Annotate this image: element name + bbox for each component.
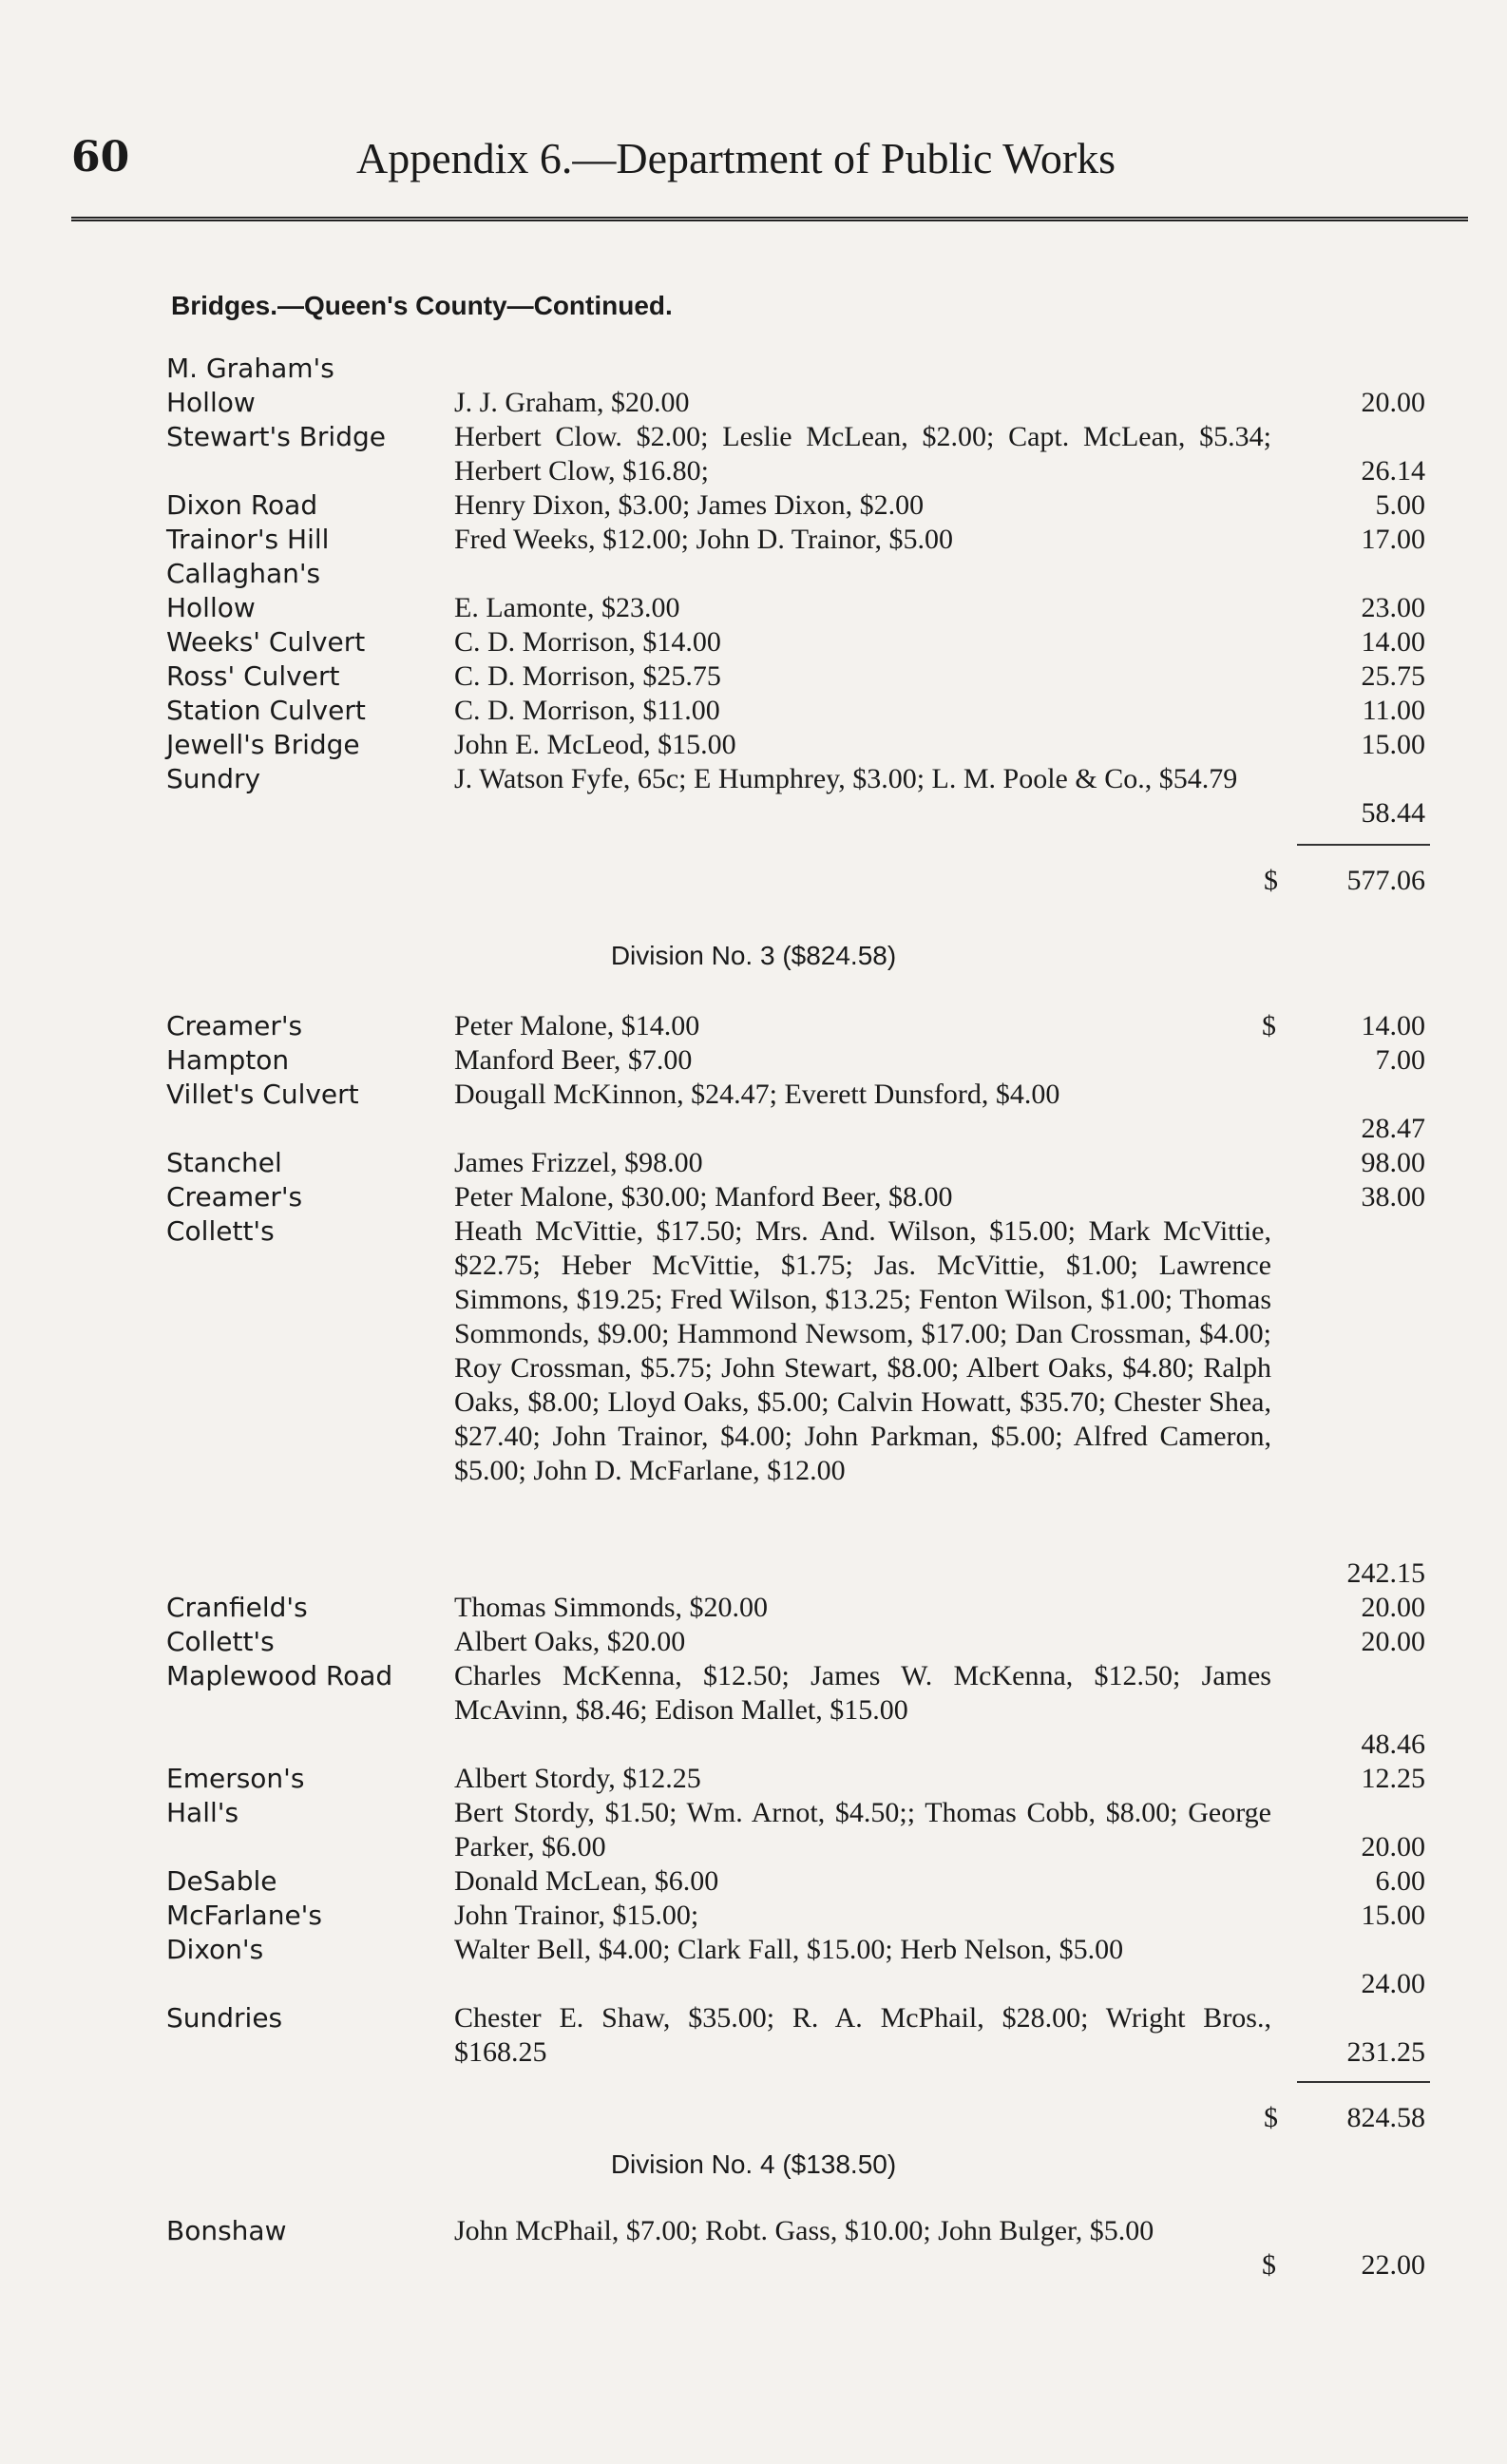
place-name: Dixon's xyxy=(166,1934,264,1965)
place-name: Stewart's Bridge xyxy=(166,421,386,452)
place-name: Weeks' Culvert xyxy=(166,626,366,658)
amount: 22.00 xyxy=(1361,2249,1425,2281)
division-heading: Division No. 3 ($824.58) xyxy=(610,941,897,970)
place-name: Villet's Culvert xyxy=(166,1079,359,1110)
place-name: Collett's xyxy=(166,1215,275,1247)
place-name: Jewell's Bridge xyxy=(166,729,360,760)
place-name: Trainor's Hill xyxy=(166,524,330,555)
place-name: Bonshaw xyxy=(166,2215,287,2246)
payee-list: Manford Beer, $7.00 xyxy=(454,1044,693,1076)
total-value: 577.06 xyxy=(1346,865,1425,896)
payee-list: Chester E. Shaw, $35.00; R. A. McPhail, $28.00; Wright Bros., $168.25 xyxy=(454,2002,1271,2068)
payee-list: C. D. Morrison, $25.75 xyxy=(454,660,721,692)
amount: 28.47 xyxy=(1361,1113,1425,1144)
amount: 20.00 xyxy=(1361,1831,1425,1862)
place-name: DeSable xyxy=(166,1865,277,1897)
payee-list: Peter Malone, $14.00 xyxy=(454,1010,700,1041)
page-header xyxy=(71,133,1430,200)
place-name: Hall's xyxy=(166,1797,239,1828)
payee-list: Albert Stordy, $12.25 xyxy=(454,1763,701,1794)
amount: 17.00 xyxy=(1361,524,1425,555)
place-name: Hampton xyxy=(166,1044,290,1076)
payee-list: Fred Weeks, $12.00; John D. Trainor, $5.00 xyxy=(454,524,953,555)
amount: 20.00 xyxy=(1361,1592,1425,1623)
amount: 26.14 xyxy=(1361,455,1425,487)
amount: 15.00 xyxy=(1361,729,1425,760)
amount: 7.00 xyxy=(1375,1044,1425,1076)
amount: 20.00 xyxy=(1361,1626,1425,1657)
payee-list: E. Lamonte, $23.00 xyxy=(454,592,680,623)
amount: 25.75 xyxy=(1361,660,1425,692)
payee-list: Heath McVittie, $17.50; Mrs. And. Wilson, $15.00; Mark McVittie, $22.75; Heber McVittie, $1.75; Jas. McVittie, $1.00; Lawrence Simmons, $19.25; Fred Wilson, $13.25; Fenton Wilson, $1.00; Thomas Sommonds, $9.00; Hammond Newsom, $17.00; Dan Crossman, $4.00; Roy Crossman, $5.75; John Stewart, $8.00; Albert Oaks, $4.80; Ralph Oaks, $8.00; Lloyd Oaks, $5.00; Calvin Howatt, $35.70; Chester Shea, $27.40; John Trainor, $4.00; John Parkman, $5.00; Alfred Cameron, $5.00; John D. McFarlane, $12.00 xyxy=(454,1215,1271,1486)
total-rule xyxy=(1297,2081,1430,2083)
payee-list: Peter Malone, $30.00; Manford Beer, $8.00 xyxy=(454,1181,953,1213)
payee-list: C. D. Morrison, $11.00 xyxy=(454,695,720,726)
amount: 14.00 xyxy=(1361,1010,1425,1041)
total-rule xyxy=(1297,844,1430,846)
amount: 11.00 xyxy=(1362,695,1425,726)
place-name: Callaghan's Hollow xyxy=(166,558,321,623)
place-name: Sundry xyxy=(166,763,261,794)
place-name: Station Culvert xyxy=(166,695,366,726)
payee-list: Donald McLean, $6.00 xyxy=(454,1865,719,1897)
amount: 14.00 xyxy=(1361,626,1425,658)
section-heading: Bridges.—Queen's County—Continued. xyxy=(171,291,673,320)
amount: 48.46 xyxy=(1361,1729,1425,1760)
amount: 12.25 xyxy=(1361,1763,1425,1794)
place-name: Maplewood Road xyxy=(166,1660,393,1691)
place-name: M. Graham's Hollow xyxy=(166,353,334,418)
payee-list: J. J. Graham, $20.00 xyxy=(454,387,690,418)
dollar-sign: $ xyxy=(1262,2249,1276,2281)
payee-list: Walter Bell, $4.00; Clark Fall, $15.00; Herb Nelson, $5.00 xyxy=(454,1934,1124,1965)
amount: 20.00 xyxy=(1361,387,1425,418)
dollar-sign: $ xyxy=(1264,865,1278,896)
payee-list: John E. McLeod, $15.00 xyxy=(454,729,736,760)
total-value: 824.58 xyxy=(1346,2102,1425,2133)
payee-list: Albert Oaks, $20.00 xyxy=(454,1626,686,1657)
amount: 38.00 xyxy=(1361,1181,1425,1213)
amount: 23.00 xyxy=(1361,592,1425,623)
dollar-sign: $ xyxy=(1264,2102,1278,2133)
dollar-sign: $ xyxy=(1262,1010,1276,1041)
payee-list: Dougall McKinnon, $24.47; Everett Dunsford, $4.00 xyxy=(454,1079,1060,1110)
amount: 6.00 xyxy=(1375,1865,1425,1897)
amount: 5.00 xyxy=(1375,489,1425,521)
payee-list: James Frizzel, $98.00 xyxy=(454,1147,703,1178)
payee-list: Charles McKenna, $12.50; James W. McKenna, $12.50; James McAvinn, $8.46; Edison Mallet, $15.00 xyxy=(454,1660,1271,1726)
amount: 98.00 xyxy=(1361,1147,1425,1178)
amount: 231.25 xyxy=(1346,2036,1425,2068)
place-name: Ross' Culvert xyxy=(166,660,340,692)
header-rule xyxy=(71,217,1468,221)
place-name: Creamer's xyxy=(166,1181,303,1213)
place-name: McFarlane's xyxy=(166,1900,322,1931)
amount: 58.44 xyxy=(1361,797,1425,829)
division-heading: Division No. 4 ($138.50) xyxy=(610,2149,897,2179)
payee-list: Bert Stordy, $1.50; Wm. Arnot, $4.50;; Thomas Cobb, $8.00; George Parker, $6.00 xyxy=(454,1797,1271,1862)
place-name: Emerson's xyxy=(166,1763,305,1794)
place-name: Cranfield's xyxy=(166,1592,308,1623)
payee-list: Henry Dixon, $3.00; James Dixon, $2.00 xyxy=(454,489,925,521)
page-number: 60 xyxy=(71,133,130,181)
amount: 242.15 xyxy=(1346,1557,1425,1589)
place-name: Sundries xyxy=(166,2002,283,2034)
payee-list: J. Watson Fyfe, 65c; E Humphrey, $3.00; L. M. Poole & Co., $54.79 xyxy=(454,763,1238,794)
payee-list: C. D. Morrison, $14.00 xyxy=(454,626,721,658)
page-title: Appendix 6.—Department of Public Works xyxy=(356,134,1116,182)
payee-list: Herbert Clow. $2.00; Leslie McLean, $2.00; Capt. McLean, $5.34; Herbert Clow, $16.80; xyxy=(454,421,1271,487)
place-name: Dixon Road xyxy=(166,489,318,521)
place-name: Creamer's xyxy=(166,1010,303,1041)
payee-list: John Trainor, $15.00; xyxy=(454,1900,699,1931)
payee-list: John McPhail, $7.00; Robt. Gass, $10.00; John Bulger, $5.00 xyxy=(454,2215,1154,2246)
place-name: Stanchel xyxy=(166,1147,282,1178)
place-name: Collett's xyxy=(166,1626,275,1657)
amount: 15.00 xyxy=(1361,1900,1425,1931)
payee-list: Thomas Simmonds, $20.00 xyxy=(454,1592,769,1623)
amount: 24.00 xyxy=(1361,1968,1425,1999)
